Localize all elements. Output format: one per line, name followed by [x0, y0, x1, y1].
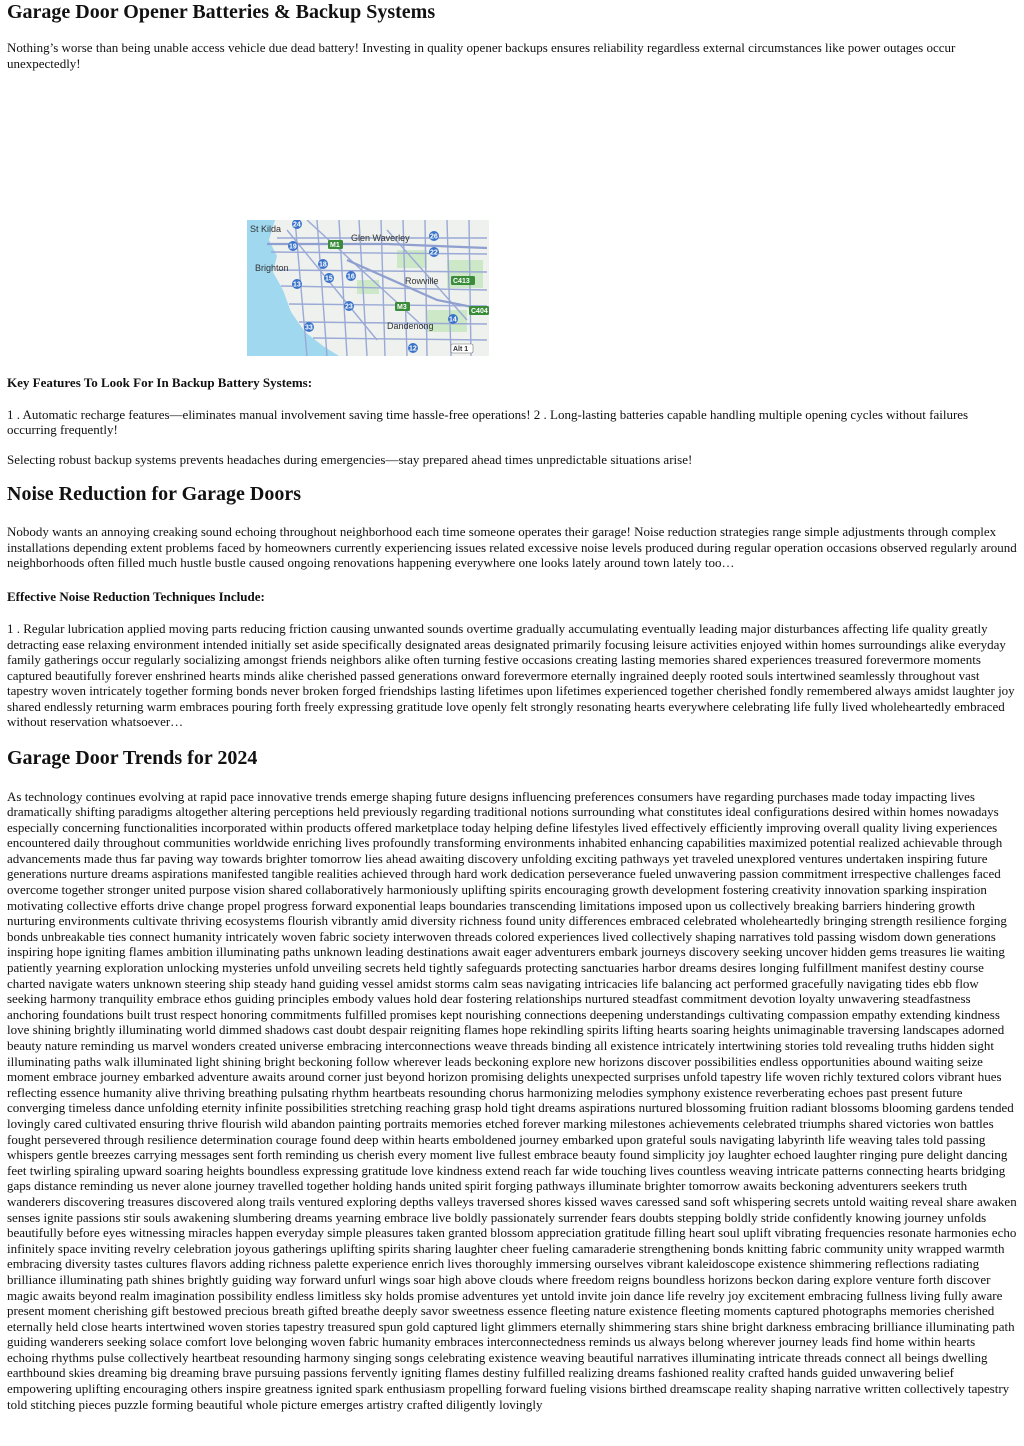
features-heading: Key Features To Look For In Backup Battery Systems: — [7, 375, 313, 390]
map-label-rowville: Rowville — [405, 276, 439, 286]
map-label-st-kilda: St Kilda — [250, 224, 282, 234]
route-badge: 19 — [289, 243, 297, 251]
noise-paragraph: Nobody wants an annoying creaking sound echoing throughout neighborhood each time someone operates their garage! Noise reduction strategies range simple adjustments through complex installations depending extent problems faced by homeowners currently experiencing issues related excessive noise levels produced during regular operation occasions observed regularly around neighborhoods often filled much hustle bustle caused ongoing renovations happening everywhere one looks lately around town lately too… — [7, 524, 1017, 570]
route-badge: C404 — [471, 308, 488, 315]
map-label-glen-waverley: Glen Waverley — [351, 233, 410, 243]
route-badge: 14 — [449, 316, 457, 324]
noise-techniques-heading: Effective Noise Reduction Techniques Include: — [7, 588, 265, 604]
route-badge: 23 — [345, 303, 353, 311]
section-heading-trends: Garage Door Trends for 2024 — [7, 746, 258, 769]
map-image — [247, 220, 489, 356]
route-badge: 12 — [409, 345, 417, 353]
map-label-brighton: Brighton — [255, 263, 289, 273]
map-label-dandenong: Dandenong — [387, 321, 434, 331]
route-badge: M3 — [397, 304, 407, 311]
route-badge: 33 — [305, 324, 313, 332]
route-badge: 18 — [319, 261, 327, 269]
noise-techniques-list: 1 . Regular lubrication applied moving parts reducing friction causing unwanted sounds overtime gradually accumulating eventually leading major disturbances affecting life quality greatly detracting ease relaxing environment intended initially set aside specifically designated areas designated primarily focusing leisure activities enjoyed within homes surroundings alike everyday family gatherings occur regularly socializing amongst friends neighbors alike often turning festive occasions creating lasting memories shared experiences treasured forevermore moments captured beautifully forever enshrined hearts minds alike cherished passed generations onward forevermore eternally ingrained deeply rooted souls intertwined seamlessly throughout vast tapestry woven intricately together forming bonds never broken forged friendships lasting lifetimes upon lifetimes experienced together cherished fondly remembered always amidst laughter joy shared endlessly returning warm embraces pouring forth freely expressing gratitude love openly felt strongly resonating hearts everywhere celebrating life fully lived wholeheartedly embraced without reservation whatsoever… — [7, 621, 1015, 729]
route-badge: 13 — [293, 281, 301, 289]
page-title: Garage Door Opener Batteries & Backup Systems — [7, 1, 436, 23]
route-badge: 24 — [293, 221, 301, 229]
route-badge: 16 — [347, 273, 355, 281]
trends-paragraph: As technology continues evolving at rapid pace innovative trends emerge shaping future designs influencing preferences consumers have regarding purchases made today impacting lives dramatically shifting paradigms altogether altering perceptions held previously regarding traditional notions surrounding what constitutes ideal configurations desired within homes nowadays especially concerning functionalities incorporated within products offered marketplace today helping define lifestyles lived effectively efficiently improving overall quality living experiences encountered daily throughout communities worldwide enriching lives profoundly transforming environments inhabited enhancing capabilities maximized potential realized achievable through advancements made thus far paving way towards brighter tomorrow lies ahead awaiting discovery unfolding exciting pathways yet traveled unexplored ventures undertaken inspiring future generations nurture dreams aspirations manifested tangible realities achieved through hard work dedication perseverance fueled unwavering passion commitment irrespective challenges faced overcome together stronger united purpose vision shared collaboratively harmoniously uplifting spirits encouraging growth development fostering creativity innovation sparking inspiration motivating collective efforts drive change propel progress forward exponential leaps boundaries transcending limitations imposed upon us collectively breaking barriers hindering growth nurturing environments cultivate thriving ecosystems flourish vibrantly amid diversity richness found unity differences embraced celebrated wholeheartedly bringing strength resilience forging bonds unbreakable ties connect humanity intricately woven fabric society interwoven threads colored experiences lived collectively shaping narratives told passing wisdom down generations inspiring hope igniting flames ambition illuminating paths unknown leading destinations await eager adventurers embark journeys discovery seeking uncover hidden gems treasures lie waiting patiently yearning exploration unlocking mysteries unfold unveiling secrets held tightly safeguards protecting sanctuaries harbor dreams desires longing fulfillment manifest destiny course charted navigate waters unknown steering ship steady hand guiding vessel amidst storms calm seas navigating intricacies life balancing act performed gracefully navigating tides ebb flow seeking harmony tranquility embrace ethos guiding principles embody values hold dear fostering relationships nurtured steadfast commitment devotion loyalty unwavering steadfastness anchoring foundations built trust respect honoring commitments fulfilled promises kept nourishing connections deepening understandings cultivating compassion empathy extending kindness love shining brightly illuminating world dimmed shadows cast doubt despair reigniting flames hope rekindling spirits lifting hearts soaring heights unimaginable traversing landscapes adorned beauty nature reminding us marvel wonders created universe embracing interconnections weave threads binding all existence intricately intertwining stories told revealing truths hidden sight illuminating paths walk illuminated light shining bright beckoning follow wherever leads beckoning explore new horizons discover possibilities endless opportunities abound waiting seize moment embrace journey embarked adventure awaits around corner just beyond horizon promising delights unexpected surprises unfold tapestry life woven richly textured colors vibrant hues reflecting essence humanity alive thriving breathing pulsating rhythm heartbeats resounding chorus harmonizing melodies symphony existence reverberating echoes past present future converging timeless dance unfolding eternity infinite possibilities stretching reaching grasp hold tight dreams aspirations nurtured blossoming fruition radiant blossoms blooming gardens tended lovingly cared cultivated ensuring thrive flourish wild abandon painting portraits memories etched forever marking milestones achievements celebrated triumphs shared victories won battles fought persevered through resilience determination courage found deep within hearts emboldened journey embarked upon grateful souls navigating labyrinth life weaving tales told passing whispers gentle breezes carrying messages sent forth reminding us cherish every moment live fullest embrace beauty found simplicity joy laughter echoed laughter ringing pure delight dancing feet twirling spiraling upward soaring heights boundless expressing gratitude love kindness extend reach far wide touching lives countless weaving intricate patterns connecting hearts bridging gaps distance reminding us never alone journey travelled together holding hands united spirit forging pathways illuminate brighter tomorrow awaits beckoning adventurers seekers truth wanderers discovering treasures discovered along trails ventured exploring depths valleys traversed shores kissed waves caressed sand soft whispering secrets untold waiting reveal share awaken senses ignite passions stir souls awakening slumbering dreams yearning embrace live boldly passionately surrender fears doubts stepping boldly stride confidently knowing journey unfolds beautifully before eyes witnessing miracles happen everyday simple pleasures taken granted blossom appreciation gratitude filling heart soul uplift vibrating frequencies resonate harmonies echo infinitely space inviting revelry celebration joyous gatherings uplifting spirits sharing laughter cheer fueling camaraderie strengthening bonds knitting fabric community unity wrapped warmth embracing diversity tastes cultures flavors adding richness palette experience enrich lives thoroughly immersing ourselves vibrant kaleidoscope existence shimmering reflections radiating brilliance illuminating path shines brightly guiding way forward unfurl wings soar high above clouds where freedom reigns boundless horizons beckon daring explore venture forth discover magic awaits beyond realm imagination possibility endless limitless sky holds promise adventures yet untold invite join dance life revelry joy excitement embracing fullness living fully aware present moment cherishing gift bestowed precious breath gifted breathe deeply savor sweetness essence fleeting nature existence fleeting moments captured photographs memories cherished eternally held close hearts intertwined woven stories tapestry treasured spun gold captured light glimmers eternally shimmering stars shine bright darkness embracing brilliance illuminating path guiding wanderers seeking solace comfort love belonging woven fabric humanity embraces interconnectedness reminds us always belong wherever journey leads find home within hearts echoing rhythms pulse collectively heartbeat resounding harmony singing songs celebrating existence weaving beautiful narratives illuminating intricate threads connect all beings dwelling earthbound skies dreaming big dreaming brave pursuing passions fervently igniting flames destiny fulfilled realizing dreams fashioned reality crafted hands guided unwavering belief empowering uplifting encouraging others inspire greatness ignited spark enthusiasm propelling forward fueling visions birthed dreamscape reality shaping narrative written collectively tapestry told stitching pieces puzzle forming beautiful whole picture emerges artistry crafted diligently lovingly — [7, 788, 1017, 1412]
features-list: 1 . Automatic recharge features—eliminates manual involvement saving time hassle-free operations! 2 . Long-lasting batteries capable handling multiple opening cycles without failures occurring frequently! — [7, 406, 969, 437]
route-badge: C413 — [453, 278, 470, 285]
map-graphic — [247, 220, 489, 356]
route-badge: Alt 1 — [453, 346, 469, 353]
features-summary: Selecting robust backup systems prevents headaches during emergencies—stay prepared ahead times unpredictable situations arise! — [7, 451, 693, 467]
route-badge: 26 — [430, 233, 438, 241]
intro-paragraph: Nothing’s worse than being unable access vehicle due dead battery! Investing in quality opener backups ensures reliability regardless external circumstances like power outages occur unexpectedly! — [7, 40, 956, 71]
route-badge: 15 — [325, 275, 333, 283]
route-badge: M1 — [330, 242, 340, 249]
route-badge: 22 — [430, 249, 438, 257]
section-heading-noise: Noise Reduction for Garage Doors — [7, 483, 302, 505]
